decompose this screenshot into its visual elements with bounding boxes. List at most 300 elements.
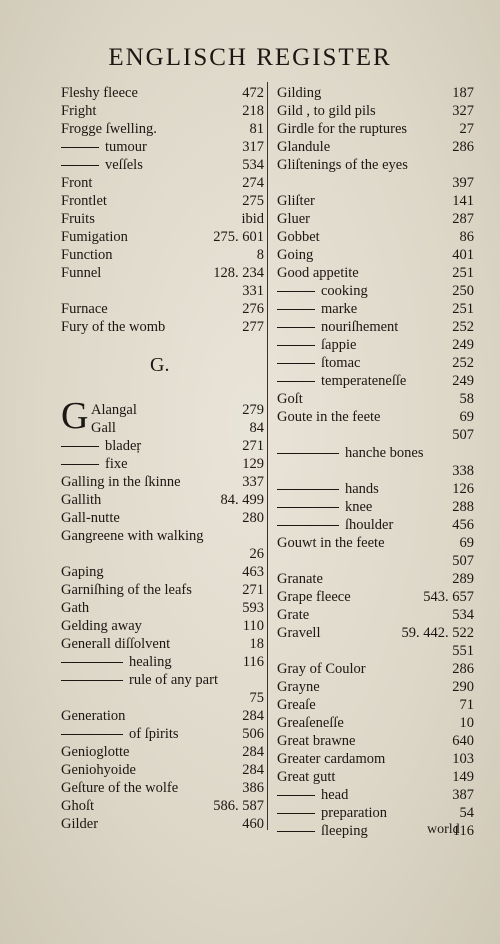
entry-term-text: Fleshy fleece (61, 85, 138, 101)
entry-term-text: knee (345, 499, 373, 515)
entry-page-number: 116 (242, 654, 264, 670)
entry-term-text: Gobbet (277, 229, 320, 245)
entry-page-number: 26 (249, 546, 264, 562)
index-entry (277, 408, 474, 426)
entry-term-text: nouriſhement (321, 319, 399, 335)
ditto-dash (61, 446, 99, 447)
entry-page-number: 284 (242, 744, 264, 760)
entry-page-number: 75 (249, 690, 264, 706)
entry-page-number: ibid (241, 211, 264, 227)
entry-term-text: ſappie (321, 337, 357, 353)
entry-term (277, 192, 315, 210)
index-entry (277, 642, 474, 660)
entry-page-number: 284 (242, 708, 264, 724)
entry-term-text: Goſt (277, 391, 303, 407)
entry-term (61, 84, 138, 102)
entry-page-number: 86 (459, 229, 474, 245)
index-entry (61, 689, 264, 707)
index-entry (277, 84, 474, 102)
entry-page-number: 187 (452, 85, 474, 101)
entry-term-text: Gravell (277, 625, 321, 641)
page-title: ENGLISCH REGISTER (108, 44, 392, 71)
entry-term (277, 498, 372, 516)
entry-term-text: healing (129, 654, 172, 670)
entry-term-text: Gaping (61, 564, 104, 580)
entry-page-number: 286 (452, 139, 474, 155)
entry-term-text: Gliſter (277, 193, 315, 209)
index-entry (277, 750, 474, 768)
entry-term (61, 779, 178, 797)
left-column-top (61, 84, 264, 336)
entry-term (277, 156, 408, 174)
entry-page-number: 249 (452, 373, 474, 389)
entry-page-number: 472 (242, 85, 264, 101)
entry-term (91, 419, 116, 437)
ditto-dash (277, 327, 315, 328)
ditto-dash (61, 165, 99, 166)
ditto-dash (61, 464, 99, 465)
entry-term (277, 732, 356, 750)
index-entry (277, 120, 474, 138)
entry-term-text: Generall diſſolvent (61, 636, 171, 652)
entry-term (277, 228, 320, 246)
entry-term (61, 815, 98, 833)
index-entry (277, 462, 474, 480)
entry-page-number: 401 (452, 247, 474, 263)
entry-term-text: of ſpirits (129, 726, 179, 742)
index-entry (61, 473, 264, 491)
entry-term-text: Glandule (277, 139, 331, 155)
index-entry (61, 779, 264, 797)
entry-page-number: 289 (452, 571, 474, 587)
entry-term-text: Gallith (61, 492, 102, 508)
entry-term (277, 534, 385, 552)
entry-term (277, 480, 379, 498)
entry-term (277, 354, 360, 372)
column-divider (267, 82, 268, 830)
index-entry (61, 102, 264, 120)
index-entry (61, 581, 264, 599)
entry-page-number: 84. 499 (220, 492, 264, 508)
entry-term-text: bladeŗ (105, 438, 142, 454)
entry-term (61, 138, 147, 156)
entry-term (277, 588, 351, 606)
entry-term-text: Geſture of the wolfe (61, 780, 179, 796)
ditto-dash (277, 489, 339, 490)
entry-page-number: 276 (242, 301, 264, 317)
entry-term-text: Goute in the feete (277, 409, 381, 425)
entry-term-text: Granate (277, 571, 323, 587)
entry-term (277, 714, 344, 732)
index-entry (61, 707, 264, 725)
left-column-bottom (61, 401, 264, 833)
index-entry (61, 797, 264, 815)
entry-page-number: 249 (452, 337, 474, 353)
entry-page-number: 551 (452, 643, 474, 659)
entry-page-number: 27 (459, 121, 474, 137)
entry-term (61, 563, 104, 581)
ditto-dash (277, 291, 315, 292)
entry-term-text: Gall (91, 420, 116, 436)
entry-term-text: ſhoulder (345, 517, 394, 533)
index-entry (61, 192, 264, 210)
entry-page-number: 129 (242, 456, 264, 472)
entry-page-number: 286 (452, 661, 474, 677)
entry-term-text: Function (61, 247, 113, 263)
index-entry (61, 653, 264, 671)
entry-term (277, 606, 309, 624)
entry-term-text: Fumigation (61, 229, 128, 245)
entry-term-text: Frogge ſwelling. (61, 121, 157, 137)
entry-term-text: Gliſtenings of the eyes (277, 157, 408, 173)
entry-page-number: 8 (256, 247, 264, 263)
index-entry (61, 545, 264, 563)
entry-term (277, 264, 359, 282)
entry-term-text: Good appetite (277, 265, 359, 281)
entry-page-number: 534 (452, 607, 474, 623)
ditto-dash (277, 507, 339, 508)
index-entry (61, 228, 264, 246)
entry-term-text: Front (61, 175, 93, 191)
entry-term (61, 491, 101, 509)
entry-term (61, 761, 136, 779)
index-entry (61, 509, 264, 527)
index-entry (277, 282, 474, 300)
entry-term (277, 678, 320, 696)
entry-page-number: 59. 442. 522 (401, 625, 474, 641)
entry-page-number: 116 (452, 823, 474, 839)
entry-term (277, 750, 385, 768)
entry-term (61, 725, 179, 743)
entry-term-text: rule of any part (129, 672, 218, 688)
entry-page-number: 507 (452, 427, 474, 443)
drop-cap: G (61, 395, 89, 437)
index-entry (61, 264, 264, 282)
index-entry (61, 761, 264, 779)
entry-term-text: marke (321, 301, 358, 317)
index-entry (277, 786, 474, 804)
entry-term-text: Grape fleece (277, 589, 351, 605)
entry-term (61, 743, 129, 761)
entry-page-number: 81 (249, 121, 264, 137)
ditto-dash (61, 734, 123, 735)
entry-term-text: Genioglotte (61, 744, 130, 760)
entry-page-number: 397 (452, 175, 474, 191)
entry-page-number: 277 (242, 319, 264, 335)
entry-term (277, 408, 380, 426)
entry-term (61, 473, 181, 491)
entry-page-number: 463 (242, 564, 264, 580)
entry-term-text: ſleeping (321, 823, 368, 839)
entry-term (277, 696, 316, 714)
index-entry (277, 768, 474, 786)
index-entry (277, 444, 474, 462)
entry-term-text: Gelding away (61, 618, 142, 634)
entry-term-text: head (321, 787, 349, 803)
entry-term-text: Ghoſt (61, 798, 95, 814)
entry-term (61, 707, 125, 725)
ditto-dash (277, 309, 315, 310)
index-entry (61, 138, 264, 156)
entry-term (61, 156, 143, 174)
ditto-dash (61, 662, 123, 663)
ditto-dash (61, 680, 123, 681)
entry-term-text: Gall-nutte (61, 510, 120, 526)
index-entry (277, 732, 474, 750)
index-entry (61, 617, 264, 635)
entry-term-text: Gath (61, 600, 90, 616)
entry-term-text: Great gutt (277, 769, 336, 785)
entry-page-number: 10 (459, 715, 474, 731)
entry-term (277, 660, 366, 678)
entry-term-text: hanche bones (345, 445, 424, 461)
entry-term-text: Grayne (277, 679, 320, 695)
index-entry (277, 390, 474, 408)
entry-term (61, 455, 128, 473)
entry-page-number: 126 (452, 481, 474, 497)
index-entry (61, 635, 264, 653)
index-entry (277, 210, 474, 228)
index-entry (61, 599, 264, 617)
entry-page-number: 331 (242, 283, 264, 299)
entry-term-text: Gild , to gild pils (277, 103, 376, 119)
entry-page-number: 640 (452, 733, 474, 749)
entry-term-text: Fruits (61, 211, 95, 227)
ditto-dash (277, 831, 315, 832)
entry-term (277, 804, 387, 822)
entry-page-number: 387 (452, 787, 474, 803)
entry-page-number: 327 (452, 103, 474, 119)
index-entry (277, 570, 474, 588)
index-entry (277, 318, 474, 336)
entry-page-number: 141 (452, 193, 474, 209)
entry-term-text: veſſels (105, 157, 143, 173)
index-entry (277, 246, 474, 264)
entry-term (61, 527, 204, 545)
entry-page-number: 386 (242, 780, 264, 796)
index-entry (277, 354, 474, 372)
entry-term-text: Garniſhing of the leafs (61, 582, 192, 598)
index-entry (277, 606, 474, 624)
index-entry (61, 401, 264, 419)
index-entry (61, 120, 264, 138)
index-entry (61, 210, 264, 228)
entry-term (61, 797, 94, 815)
entry-term (277, 516, 393, 534)
entry-term (277, 300, 357, 318)
entry-term-text: cooking (321, 283, 368, 299)
entry-term (61, 437, 141, 455)
index-entry (61, 282, 264, 300)
entry-term (277, 390, 303, 408)
entry-term-text: temperateneſſe (321, 373, 407, 389)
entry-term (277, 318, 398, 336)
entry-term-text: fixe (105, 456, 128, 472)
entry-page-number: 317 (242, 139, 264, 155)
entry-term (277, 786, 348, 804)
entry-page-number: 251 (452, 301, 474, 317)
entry-page-number: 54 (459, 805, 474, 821)
entry-term-text: Great brawne (277, 733, 356, 749)
entry-term (277, 768, 335, 786)
entry-page-number: 586. 587 (213, 798, 264, 814)
entry-term (61, 581, 192, 599)
index-entry (61, 156, 264, 174)
index-entry (277, 696, 474, 714)
index-entry (277, 192, 474, 210)
index-entry (277, 174, 474, 192)
index-entry (277, 264, 474, 282)
entry-page-number: 274 (242, 175, 264, 191)
entry-term (61, 102, 96, 120)
entry-page-number: 275. 601 (213, 229, 264, 245)
entry-term (277, 138, 330, 156)
entry-term (61, 509, 120, 527)
index-entry (277, 156, 474, 174)
index-entry (277, 228, 474, 246)
entry-page-number: 110 (242, 618, 264, 634)
entry-term (277, 210, 310, 228)
entry-page-number: 69 (459, 409, 474, 425)
index-entry (277, 426, 474, 444)
entry-page-number: 290 (452, 679, 474, 695)
entry-term (277, 120, 407, 138)
entry-page-number: 284 (242, 762, 264, 778)
index-entry (277, 498, 474, 516)
index-entry (61, 527, 264, 545)
section-letter: G. (150, 354, 170, 376)
entry-page-number: 287 (452, 211, 474, 227)
entry-term (61, 599, 89, 617)
entry-term (61, 264, 101, 282)
entry-page-number: 252 (452, 355, 474, 371)
index-entry (61, 491, 264, 509)
entry-term (61, 210, 95, 228)
entry-term (277, 102, 376, 120)
index-entry (61, 419, 264, 437)
entry-term-text: Alangal (91, 402, 137, 418)
index-entry (277, 138, 474, 156)
entry-page-number: 507 (452, 553, 474, 569)
entry-term-text: ſtomac (321, 355, 361, 371)
index-entry (277, 714, 474, 732)
entry-page-number: 58 (459, 391, 474, 407)
entry-term (277, 444, 424, 462)
entry-term (61, 120, 157, 138)
ditto-dash (277, 453, 339, 454)
index-entry (277, 552, 474, 570)
entry-term-text: Greater cardamom (277, 751, 386, 767)
index-entry (61, 246, 264, 264)
ditto-dash (61, 147, 99, 148)
entry-term-text: Gray of Coulor (277, 661, 366, 677)
entry-term-text: Funnel (61, 265, 102, 281)
entry-page-number: 103 (452, 751, 474, 767)
entry-page-number: 128. 234 (213, 265, 264, 281)
entry-term-text: Greaſe (277, 697, 316, 713)
entry-term-text: Fury of the womb (61, 319, 166, 335)
index-entry (61, 174, 264, 192)
entry-term (91, 401, 137, 419)
entry-page-number: 279 (242, 402, 264, 418)
entry-term (277, 84, 321, 102)
entry-page-number: 543. 657 (423, 589, 474, 605)
entry-page-number: 69 (459, 535, 474, 551)
entry-term-text: Greaſeneſſe (277, 715, 344, 731)
index-entry (277, 516, 474, 534)
entry-term-text: Girdle for the ruptures (277, 121, 408, 137)
index-entry (277, 336, 474, 354)
index-entry (277, 588, 474, 606)
entry-term (277, 246, 313, 264)
entry-page-number: 18 (249, 636, 264, 652)
entry-term-text: hands (345, 481, 379, 497)
right-column (277, 84, 474, 840)
entry-term (277, 336, 356, 354)
entry-page-number: 280 (242, 510, 264, 526)
entry-term-text: Going (277, 247, 314, 263)
entry-term-text: Grate (277, 607, 310, 623)
entry-page-number: 252 (452, 319, 474, 335)
entry-page-number: 71 (459, 697, 474, 713)
catchword: world (427, 822, 460, 837)
entry-page-number: 271 (242, 582, 264, 598)
entry-term-text: Furnace (61, 301, 108, 317)
entry-term-text: Gilding (277, 85, 322, 101)
entry-page-number: 288 (452, 499, 474, 515)
ditto-dash (277, 525, 339, 526)
entry-term (61, 246, 113, 264)
index-entry (277, 534, 474, 552)
entry-term (61, 300, 108, 318)
entry-term-text: tumour (105, 139, 147, 155)
index-entry (61, 318, 264, 336)
index-entry (277, 678, 474, 696)
ditto-dash (277, 345, 315, 346)
index-entry (277, 804, 474, 822)
index-entry (61, 437, 264, 455)
entry-page-number: 218 (242, 103, 264, 119)
entry-page-number: 338 (452, 463, 474, 479)
entry-term-text: Gouwt in the feete (277, 535, 385, 551)
entry-term (277, 822, 368, 840)
entry-term-text: Generation (61, 708, 126, 724)
index-entry (61, 671, 264, 689)
entry-page-number: 271 (242, 438, 264, 454)
index-entry (277, 300, 474, 318)
entry-term-text: Galling in the ſkinne (61, 474, 181, 490)
ditto-dash (277, 363, 315, 364)
entry-page-number: 250 (452, 283, 474, 299)
index-entry (277, 372, 474, 390)
entry-term (61, 617, 142, 635)
entry-term (61, 192, 107, 210)
entry-term (61, 318, 165, 336)
entry-page-number: 506 (242, 726, 264, 742)
entry-term (61, 174, 92, 192)
entry-term-text: Fright (61, 103, 97, 119)
index-entry (277, 660, 474, 678)
entry-term (277, 570, 323, 588)
entry-page-number: 84 (249, 420, 264, 436)
entry-page-number: 337 (242, 474, 264, 490)
entry-page-number: 275 (242, 193, 264, 209)
entry-term (277, 372, 406, 390)
entry-term-text: preparation (321, 805, 388, 821)
entry-term (61, 635, 170, 653)
entry-term-text: Geniohyoide (61, 762, 136, 778)
index-entry (61, 455, 264, 473)
